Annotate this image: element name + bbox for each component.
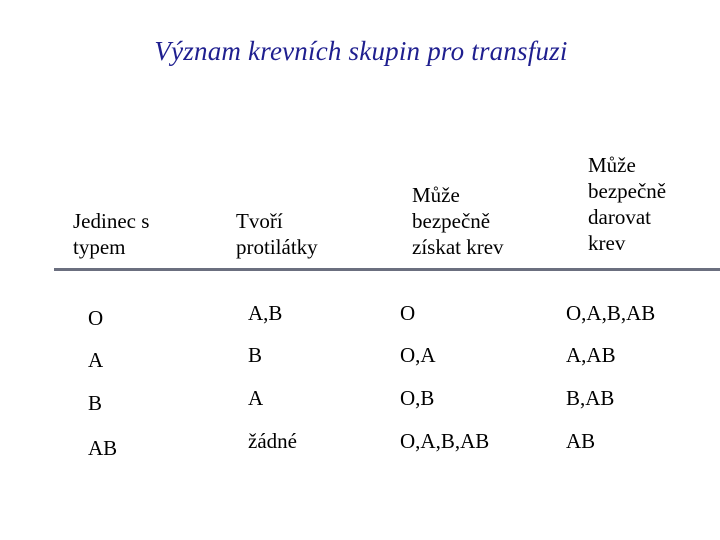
header-line: Může [588,153,636,177]
header-can-donate [588,152,666,256]
cell-antibodies: B [248,343,263,367]
header-line: bezpečně [588,179,667,203]
header-divider [54,268,720,271]
cell-can-donate: AB [566,429,596,453]
header-line: typem [73,235,126,259]
cell-can-receive: O,A,B,AB [400,429,490,453]
cell-blood-type: O [88,306,104,330]
cell-can-receive: O,B [400,386,435,410]
cell-can-receive: O,A [400,343,436,367]
header-line: Tvoří [236,209,283,233]
slide-title: Význam krevních skupin pro transfuzi [154,36,568,66]
cell-blood-type: A [88,348,104,372]
cell-can-donate: A,AB [566,343,616,367]
header-antibodies [236,208,318,260]
header-line: Jedinec s [73,209,150,233]
header-line: darovat [588,205,651,229]
cell-can-receive: O [400,301,416,325]
header-individual-type [73,208,149,260]
header-line: Může [412,183,460,207]
header-line: bezpečně [412,209,491,233]
header-line: získat krev [412,235,504,259]
cell-can-donate: B,AB [566,386,615,410]
header-line: krev [588,231,626,255]
cell-blood-type: AB [88,436,118,460]
header-can-receive [412,182,504,260]
cell-blood-type: B [88,391,103,415]
cell-can-donate: O,A,B,AB [566,301,656,325]
cell-antibodies: žádné [248,429,297,453]
cell-antibodies: A [248,386,264,410]
cell-antibodies: A,B [248,301,283,325]
header-line: protilátky [236,235,318,259]
